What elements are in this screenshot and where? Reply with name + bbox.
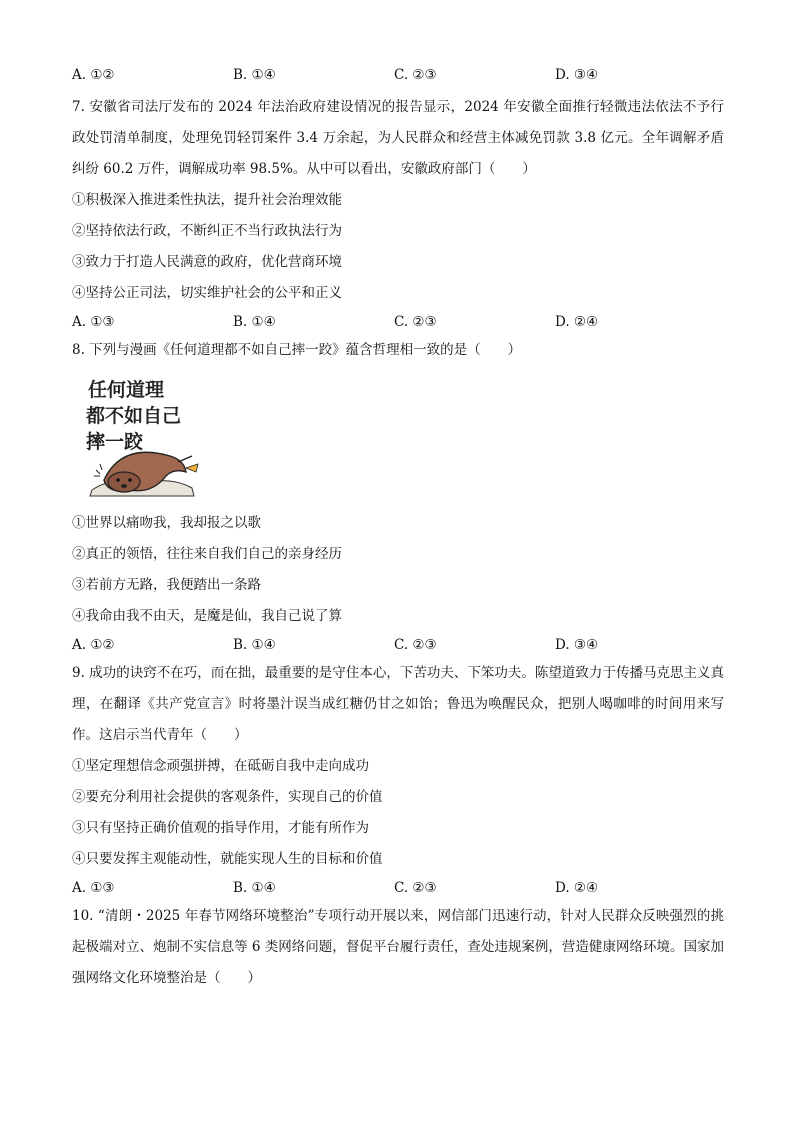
q9-statement-2: ②要充分利用社会提供的客观条件，实现自己的价值 [72,789,383,805]
option-c: C. ②③ [394,880,437,896]
fallen-animal-illustration [90,452,198,496]
exam-page [72,62,724,994]
cartoon-image [82,372,202,504]
q8-options [72,632,724,658]
q6-options [72,62,724,88]
cartoon-text-line-1: 任何道理 [88,379,165,401]
q7-statement-3: ③致力于打造人民满意的政府，优化营商环境 [72,254,342,270]
q7-statement-1: ①积极深入推进柔性执法，提升社会治理效能 [72,192,342,208]
q9-stem: 9. 成功的诀窍不在巧，而在拙，最重要的是守住本心，下苦功夫、下笨功夫。陈望道致力于传播马克思主义真理，在翻译《共产党宣言》时将墨汁误当成红糖仍甘之如饴；鲁迅为唤醒民众，把别人喝咖啡的时间用来写作。这启示当代青年（ ） [72,665,724,743]
option-d: D. ②④ [555,880,599,896]
q7-statement-2: ②坚持依法行政，不断纠正不当行政执法行为 [72,223,342,239]
q8-stem: 8. 下列与漫画《任何道理都不如自己摔一跤》蕴含哲理相一致的是（ ） [72,342,522,358]
option-b: B. ①④ [233,67,276,83]
q9-statement-1: ①坚定理想信念顽强拼搏，在砥砺自我中走向成功 [72,758,369,774]
option-b: B. ①④ [233,314,276,330]
cartoon-text-line-2: 都不如自己 [86,405,182,427]
q7-options [72,309,724,335]
q9-statement-4: ④只要发挥主观能动性，就能实现人生的目标和价值 [72,851,383,867]
cartoon-text-line-3: 摔一跤 [86,431,144,453]
option-a: A. ①② [72,67,115,83]
q8-statement-3: ③若前方无路，我便踏出一条路 [72,577,261,593]
option-d: D. ②④ [555,314,599,330]
option-c: C. ②③ [394,67,437,83]
option-a: A. ①② [72,637,115,653]
option-c: C. ②③ [394,637,437,653]
q10-stem: 10. “清朗・2025 年春节网络环境整治”专项行动开展以来，网信部门迅速行动，针对人民群众反映强烈的挑起极端对立、炮制不实信息等 6 类网络问题，督促平台履行责任，查处违规案例，营造健康网络环境。国家加强网络文化环境整治是（ ） [72,908,724,986]
option-a: A. ①③ [72,880,115,896]
option-d: D. ③④ [555,67,599,83]
q8-statement-4: ④我命由我不由天，是魔是仙，我自己说了算 [72,608,342,624]
q9-options [72,875,724,901]
option-d: D. ③④ [555,637,599,653]
q9-statement-3: ③只有坚持正确价值观的指导作用，才能有所作为 [72,820,369,836]
q8-statement-2: ②真正的领悟，往往来自我们自己的亲身经历 [72,546,342,562]
option-a: A. ①③ [72,314,115,330]
option-c: C. ②③ [394,314,437,330]
q8-statement-1: ①世界以痛吻我，我却报之以歌 [72,515,261,531]
q7-stem: 7. 安徽省司法厅发布的 2024 年法治政府建设情况的报告显示，2024 年安徽全面推行轻微违法依法不予行政处罚清单制度，处理免罚轻罚案件 3.4 万余起，为人民群众和经营主体减免罚款 3.8 亿元。全年调解矛盾纠纷 60.2 万件，调解成功率 98.5%。从中可以看出，安徽政府部门（ ） [72,99,724,177]
option-b: B. ①④ [233,880,276,896]
q7-statement-4: ④坚持公正司法，切实维护社会的公平和正义 [72,285,342,301]
option-b: B. ①④ [233,637,276,653]
